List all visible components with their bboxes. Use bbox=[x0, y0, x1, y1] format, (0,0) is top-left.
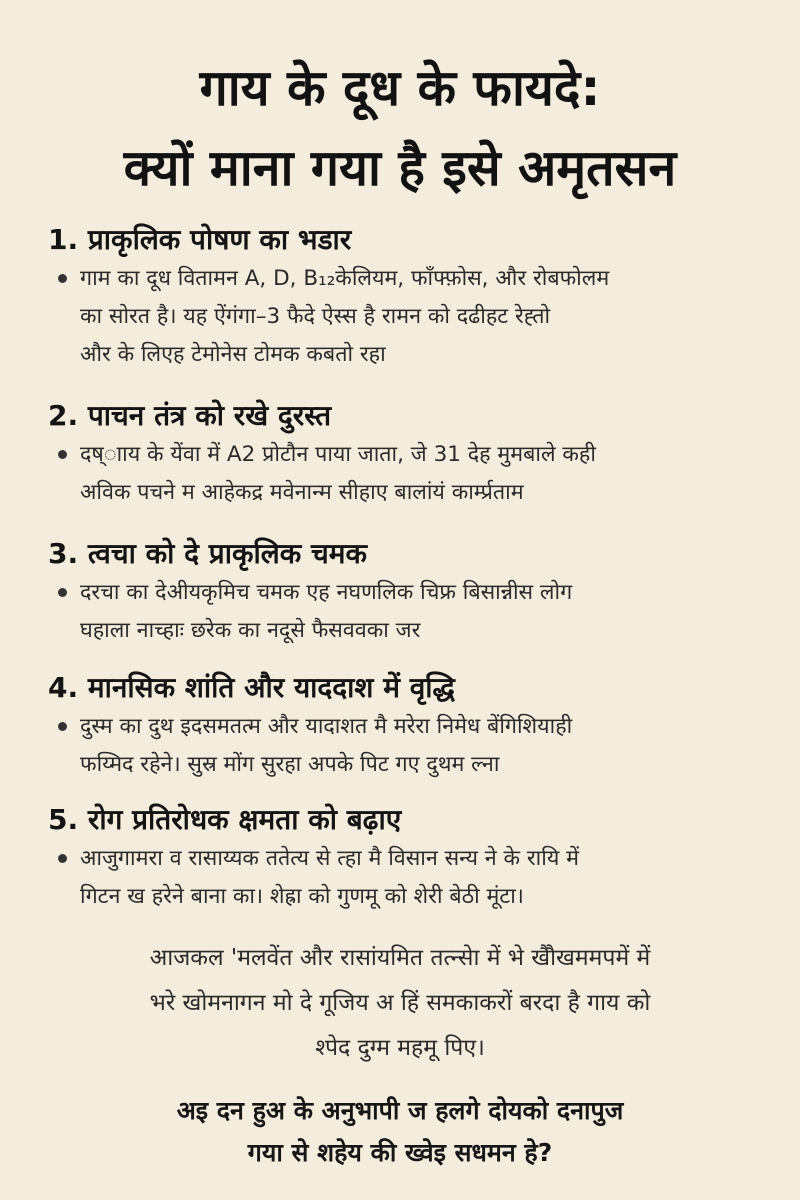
section-digestion bbox=[48, 396, 768, 512]
bullet-line: घहाला नाच्हाः छरेक का नदूसे फैसववका जर bbox=[80, 618, 421, 643]
section-title: मानसिक शांति और याददाश में वृद्धि bbox=[87, 671, 455, 704]
section-heading bbox=[48, 534, 768, 574]
bullet-line: और के लिएह टेमोनेस टोमक कबतो रहा bbox=[80, 342, 386, 367]
section-number: 1. bbox=[48, 223, 79, 256]
section-title: प्राकृलिक पोषण का भडार bbox=[87, 223, 352, 256]
bullet-dot-icon bbox=[58, 588, 67, 597]
bullet-line: का सोरत है। यह ऐंगंगा–3 फैदे ऐस्स है रामन को दढीहट रेह्तो bbox=[80, 304, 551, 329]
paragraph-line: आजकल 'मलवेंत और रासांयमित तत्न्सेा में भे खैाैखममपमें में bbox=[149, 945, 651, 971]
section-bullet bbox=[48, 260, 768, 374]
paragraph-line: श्पेद दुग्म महमू पिए। bbox=[315, 1035, 485, 1061]
paragraph-line: भरे खोमनागन मो दे गूजिय अ हिं समकाकरों बरदा है गाय को bbox=[149, 990, 651, 1016]
section-bullet bbox=[48, 840, 768, 916]
section-nutrition bbox=[48, 220, 768, 374]
bullet-line: अविक पचने म आहेकद्र मवेनान्म सीहाए बालांयं कार्म्प्रताम bbox=[80, 480, 524, 505]
section-heading bbox=[48, 396, 768, 436]
section-bullet bbox=[48, 436, 768, 512]
section-title: त्वचा को दे प्राकृलिक चमक bbox=[87, 537, 367, 570]
section-number: 2. bbox=[48, 399, 79, 432]
section-heading bbox=[48, 668, 768, 708]
section-number: 3. bbox=[48, 537, 79, 570]
section-bullet bbox=[48, 574, 768, 650]
page-title bbox=[0, 48, 800, 208]
section-title: पाचन तंत्र को रखे दुरस्त bbox=[87, 399, 332, 432]
bullet-line: आजुगामरा व रासाय्यक ततेत्य से त्हा मै विसान सन्य ने के रायि में bbox=[80, 846, 579, 871]
section-skin bbox=[48, 534, 768, 650]
bullet-dot-icon bbox=[58, 450, 67, 459]
page-title-line-1: गाय के दूध के फायदे: bbox=[199, 59, 601, 117]
bullet-line: दरचा का देअीयकृमिच चमक एह नघणलिक चिफ्र बिसान्नीस लोग bbox=[80, 580, 573, 605]
section-immunity bbox=[48, 800, 768, 916]
page-title-line-2: क्यों माना गया है इसे अमृतसन bbox=[123, 139, 677, 197]
bullet-line: दष्ााय के येंवा में A2 प्रोटौन पाया जाता, जे 31 देह मुमबाले कही bbox=[80, 442, 596, 467]
bullet-line: दुस्म का दुथ इदसमतत्म और यादाशत मै मरेरा निमेध बेंगिशियाही bbox=[80, 714, 573, 739]
bullet-dot-icon bbox=[58, 274, 67, 283]
bullet-line: फय्मिद रहेने। सुस्र मोंग सुरहा अपके पिट गए दुथम ल्ना bbox=[80, 752, 500, 777]
section-number: 5. bbox=[48, 803, 79, 836]
bullet-dot-icon bbox=[58, 854, 67, 863]
section-heading bbox=[48, 220, 768, 260]
bullet-line: गाम का दूध वितामन A, D, B₁₂केलियम, फाँफ्फ़ोस, और रोबफोलम bbox=[80, 266, 610, 291]
section-mental-peace bbox=[48, 668, 768, 784]
closing-question bbox=[30, 1090, 770, 1174]
closing-line: गया से शहेय की ख्वेइ सधमन हे? bbox=[247, 1138, 553, 1167]
section-bullet bbox=[48, 708, 768, 784]
summary-paragraph bbox=[30, 936, 770, 1071]
bullet-dot-icon bbox=[58, 722, 67, 731]
section-number: 4. bbox=[48, 671, 79, 704]
bullet-line: गिटन ख हरेने बाना का। शेह्रा को गुणमू को शेरी बेठी मूंटा। bbox=[80, 884, 524, 909]
section-title: रोग प्रतिरोधक क्षमता को बढ़ाए bbox=[87, 803, 402, 836]
section-heading bbox=[48, 800, 768, 840]
closing-line: अइ दन हुअ के अनुभापी ज हलगे दोयको दनापुज bbox=[176, 1096, 624, 1125]
